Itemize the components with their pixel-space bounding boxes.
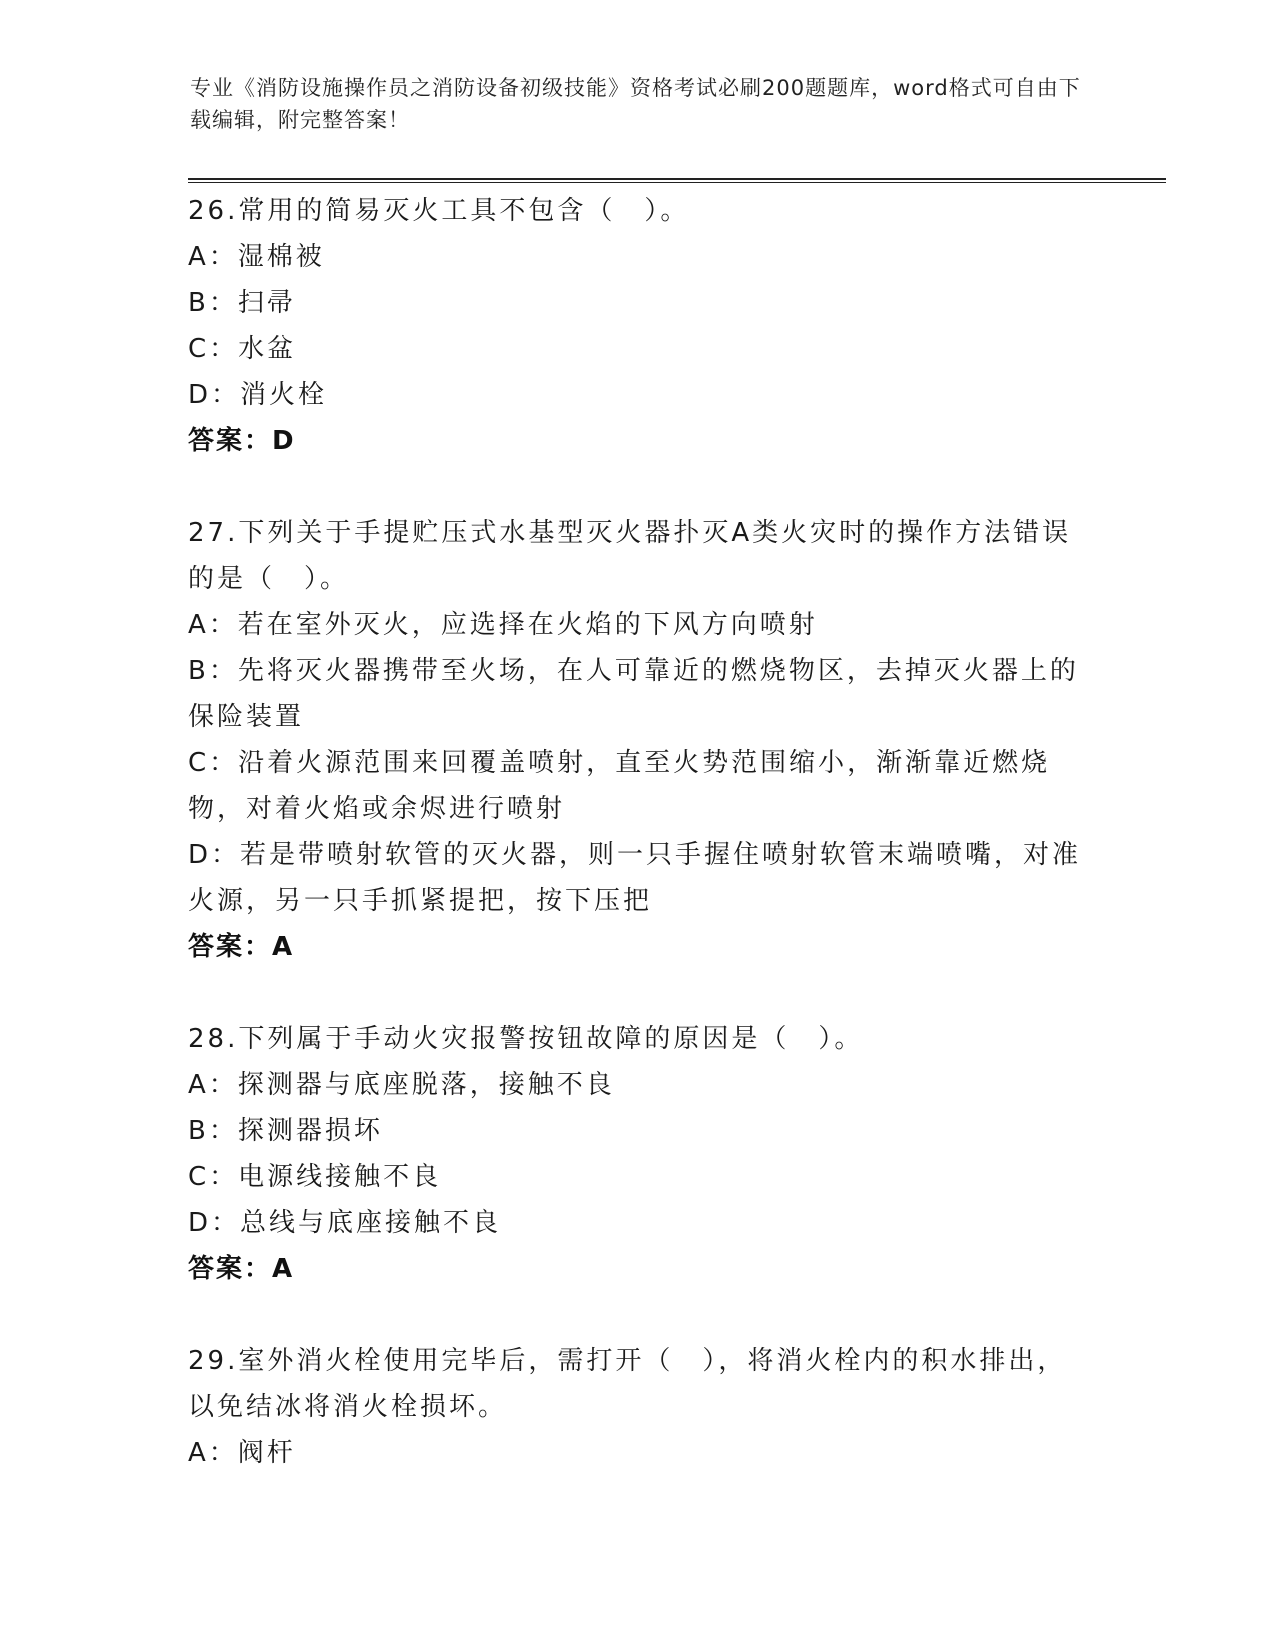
answer-label: 答案：A: [188, 1254, 295, 1284]
question-26: [188, 188, 1088, 464]
option-d: D：消火栓: [188, 380, 328, 410]
option-a: A：湿棉被: [188, 242, 325, 272]
option-c: C：电源线接触不良: [188, 1162, 442, 1192]
option-c: C：沿着火源范围来回覆盖喷射，直至火势范围缩小，渐渐靠近燃烧物，对着火焰或余烬进行喷射: [188, 748, 1051, 824]
question-stem: 27.下列关于手提贮压式水基型灭火器扑灭A类火灾时的操作方法错误的是（ ）。: [188, 518, 1072, 594]
question-stem: 29.室外消火栓使用完毕后，需打开（ ），将消火栓内的积水排出，以免结冰将消火栓损坏。: [188, 1346, 1067, 1422]
question-27: [188, 510, 1088, 970]
document-header: 专业《消防设施操作员之消防设备初级技能》资格考试必刷200题题库，word格式可自由下载编辑，附完整答案！: [190, 76, 1081, 132]
option-d: D：总线与底座接触不良: [188, 1208, 502, 1238]
header-divider: [188, 178, 1166, 183]
option-a: A：探测器与底座脱落，接触不良: [188, 1070, 615, 1100]
option-c: C：水盆: [188, 334, 297, 364]
question-stem: 26.常用的简易灭火工具不包含（ ）。: [188, 196, 690, 226]
question-stem: 28.下列属于手动火灾报警按钮故障的原因是（ ）。: [188, 1024, 864, 1054]
option-b: B：先将灭火器携带至火场，在人可靠近的燃烧物区，去掉灭火器上的保险装置: [188, 656, 1079, 732]
option-d: D：若是带喷射软管的灭火器，则一只手握住喷射软管末端喷嘴，对准火源，另一只手抓紧提把，按下压把: [188, 840, 1082, 916]
option-a: A：阀杆: [188, 1438, 296, 1468]
question-29: [188, 1338, 1088, 1476]
question-list: [188, 188, 1088, 1522]
option-b: B：探测器损坏: [188, 1116, 383, 1146]
answer-label: 答案：D: [188, 426, 296, 456]
question-28: [188, 1016, 1088, 1292]
option-a: A：若在室外灭火，应选择在火焰的下风方向喷射: [188, 610, 818, 640]
option-b: B：扫帚: [188, 288, 296, 318]
answer-label: 答案：A: [188, 932, 295, 962]
